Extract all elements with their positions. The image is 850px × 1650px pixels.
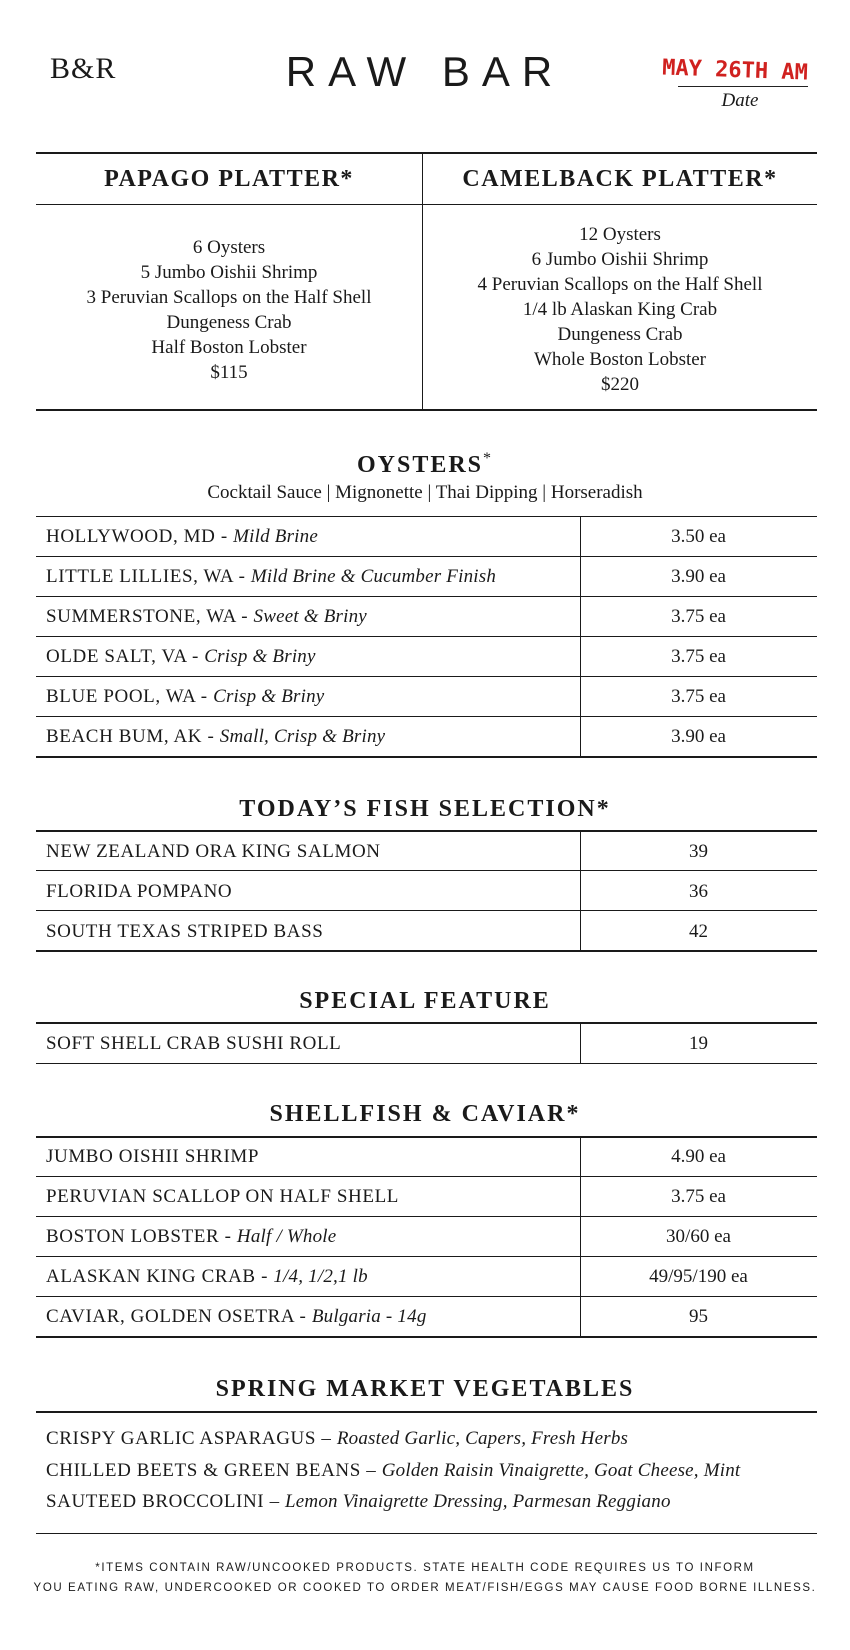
- item-price: 30/60 ea: [666, 1226, 731, 1247]
- oyster-top-rule: [36, 516, 817, 517]
- platter-top-rule: [36, 152, 817, 154]
- row-rule: [36, 1176, 817, 1177]
- item-name: NEW ZEALAND ORA KING SALMON: [46, 841, 381, 862]
- item-name: BLUE POOL, WA - Crisp & Briny: [46, 686, 325, 707]
- section-title-special: SPECIAL FEATURE: [299, 988, 551, 1014]
- platter-title-camelback: CAMELBACK PLATTER*: [462, 166, 778, 192]
- row-rule: [36, 676, 817, 677]
- platter-item: 6 Jumbo Oishii Shrimp: [531, 249, 709, 270]
- row-rule: [36, 556, 817, 557]
- row-rule: [36, 910, 817, 911]
- item-name: PERUVIAN SCALLOP ON HALF SHELL: [46, 1186, 399, 1207]
- brand-logo: B&R: [50, 52, 117, 85]
- row-rule: [36, 596, 817, 597]
- disclaimer-line-2: YOU EATING RAW, UNDERCOOKED OR COOKED TO ORDER MEAT/FISH/EGGS MAY CAUSE FOOD BORNE ILLNESS.: [33, 1582, 817, 1594]
- platter-item: Half Boston Lobster: [151, 337, 307, 358]
- item-name: SOFT SHELL CRAB SUSHI ROLL: [46, 1033, 342, 1054]
- platter-item: Whole Boston Lobster: [533, 349, 707, 370]
- shellfish-top-rule: [36, 1136, 817, 1138]
- row-rule: [36, 1216, 817, 1217]
- row-rule: [36, 1256, 817, 1257]
- item-price: 3.90 ea: [671, 726, 726, 747]
- item-price: 95: [689, 1306, 708, 1327]
- oyster-bottom-rule: [36, 756, 817, 758]
- special-top-rule: [36, 1022, 817, 1024]
- fish-top-rule: [36, 830, 817, 832]
- item-name: FLORIDA POMPANO: [46, 881, 233, 902]
- item-price: 36: [689, 881, 708, 902]
- item-price: 4.90 ea: [671, 1146, 726, 1167]
- item-price: 42: [689, 921, 708, 942]
- item-name: BEACH BUM, AK - Small, Crisp & Briny: [46, 726, 386, 747]
- platter-item: 4 Peruvian Scallops on the Half Shell: [477, 274, 763, 295]
- platter-item: Dungeness Crab: [166, 312, 292, 333]
- vegetable-item: CRISPY GARLIC ASPARAGUS – Roasted Garlic, Capers, Fresh Herbs: [46, 1428, 629, 1449]
- section-title-shellfish: SHELLFISH & CAVIAR*: [269, 1101, 581, 1127]
- section-title-oysters: OYSTERS*: [356, 450, 494, 478]
- row-rule: [36, 716, 817, 717]
- oyster-column-divider: [580, 516, 581, 756]
- platter-header-rule: [36, 204, 817, 205]
- item-price: 3.75 ea: [671, 606, 726, 627]
- platter-price: $220: [601, 374, 639, 395]
- item-name: ALASKAN KING CRAB - 1/4, 1/2,1 lb: [46, 1266, 368, 1287]
- date-underline: [678, 86, 808, 87]
- item-price: 39: [689, 841, 708, 862]
- page-title: RAW BAR: [285, 48, 565, 95]
- section-title-vegetables: SPRING MARKET VEGETABLES: [215, 1376, 635, 1402]
- vegetables-bottom-rule: [36, 1533, 817, 1534]
- item-price: 3.50 ea: [671, 526, 726, 547]
- item-price: 49/95/190 ea: [649, 1266, 748, 1287]
- platter-price: $115: [210, 362, 248, 383]
- item-price: 3.75 ea: [671, 646, 726, 667]
- platter-title-papago: PAPAGO PLATTER*: [104, 166, 354, 192]
- vegetables-top-rule: [36, 1411, 817, 1413]
- fish-bottom-rule: [36, 950, 817, 952]
- item-price: 19: [689, 1033, 708, 1054]
- platter-item: 3 Peruvian Scallops on the Half Shell: [86, 287, 372, 308]
- platter-item: 1/4 lb Alaskan King Crab: [522, 299, 718, 320]
- platter-item: 12 Oysters: [579, 224, 661, 245]
- platter-list-papago: [36, 235, 422, 385]
- item-price: 3.90 ea: [671, 566, 726, 587]
- vegetable-item: SAUTEED BROCCOLINI – Lemon Vinaigrette Dressing, Parmesan Reggiano: [46, 1491, 671, 1512]
- oyster-sauces: Cocktail Sauce | Mignonette | Thai Dipping | Horseradish: [207, 482, 643, 503]
- item-name: BOSTON LOBSTER - Half / Whole: [46, 1226, 337, 1247]
- date-label: Date: [721, 90, 759, 111]
- shellfish-bottom-rule: [36, 1336, 817, 1338]
- row-rule: [36, 1296, 817, 1297]
- platter-item: 5 Jumbo Oishii Shrimp: [140, 262, 318, 283]
- item-price: 3.75 ea: [671, 1186, 726, 1207]
- disclaimer-line-1: *ITEMS CONTAIN RAW/UNCOOKED PRODUCTS. STATE HEALTH CODE REQUIRES US TO INFORM: [95, 1562, 755, 1574]
- platter-item: Dungeness Crab: [557, 324, 683, 345]
- item-name: SUMMERSTONE, WA - Sweet & Briny: [46, 606, 367, 627]
- item-name: JUMBO OISHII SHRIMP: [46, 1146, 260, 1167]
- item-name: LITTLE LILLIES, WA - Mild Brine & Cucumber Finish: [46, 566, 497, 587]
- platter-item: 6 Oysters: [192, 237, 266, 258]
- item-name: SOUTH TEXAS STRIPED BASS: [46, 921, 324, 942]
- item-name: HOLLYWOOD, MD - Mild Brine: [46, 526, 318, 547]
- vegetable-item: CHILLED BEETS & GREEN BEANS – Golden Raisin Vinaigrette, Goat Cheese, Mint: [46, 1460, 741, 1481]
- row-rule: [36, 636, 817, 637]
- item-name: CAVIAR, GOLDEN OSETRA - Bulgaria - 14g: [46, 1306, 427, 1327]
- section-title-fish: TODAY’S FISH SELECTION*: [239, 796, 611, 822]
- item-name: OLDE SALT, VA - Crisp & Briny: [46, 646, 316, 667]
- special-bottom-rule: [36, 1063, 817, 1064]
- platter-bottom-rule: [36, 409, 817, 411]
- handwritten-date: MAY 26TH AM: [661, 55, 809, 86]
- platter-list-camelback: [423, 222, 817, 397]
- item-price: 3.75 ea: [671, 686, 726, 707]
- row-rule: [36, 870, 817, 871]
